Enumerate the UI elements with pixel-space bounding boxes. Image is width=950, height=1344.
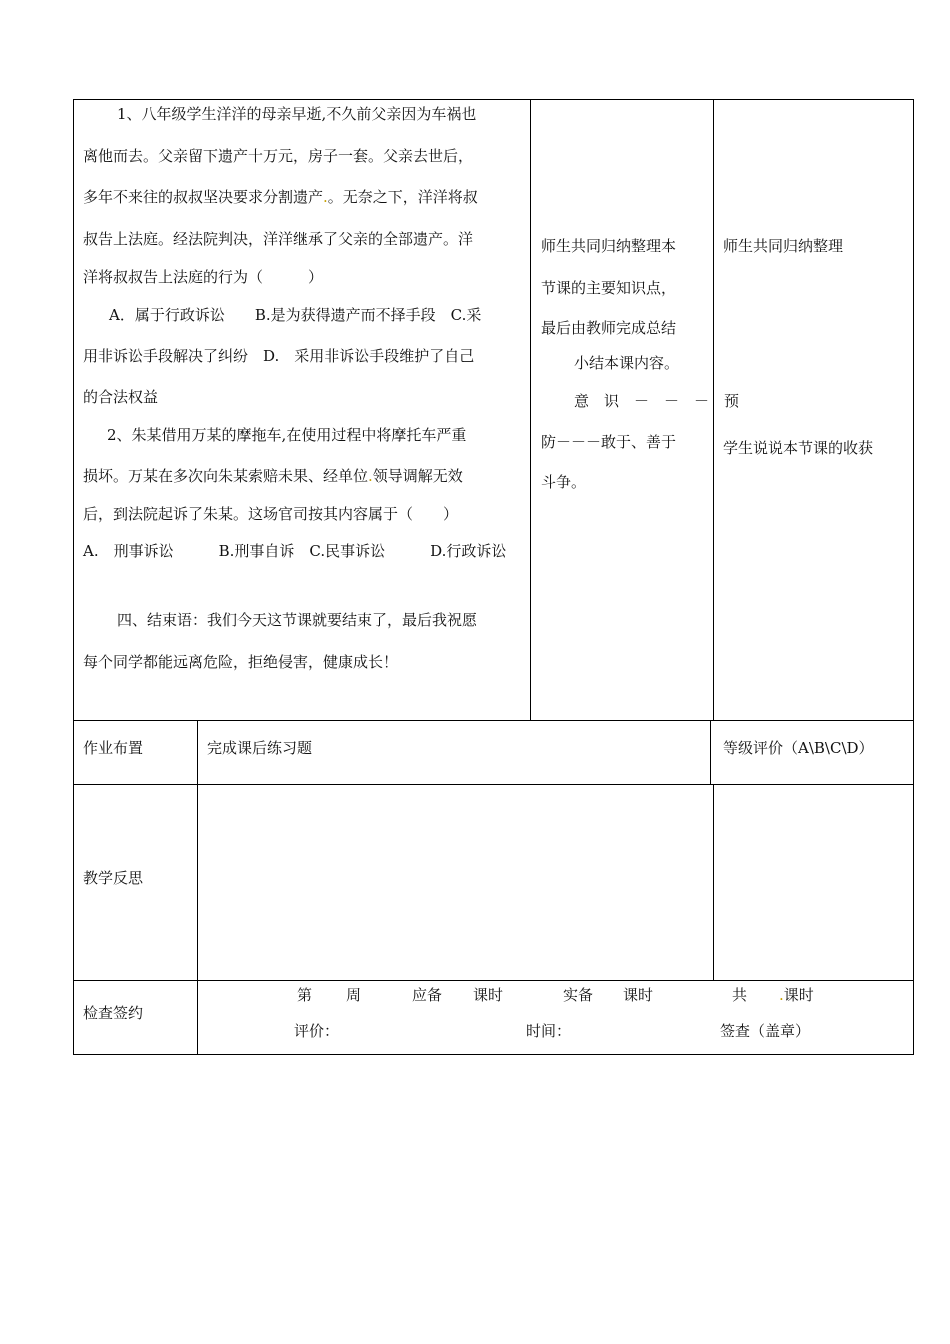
total-label: 共: [732, 986, 748, 1004]
table-border-bottom: [73, 1054, 914, 1055]
homework-label: 作业布置: [83, 739, 144, 757]
table-border-right: [913, 99, 914, 1055]
teacher-activity-line-2: 节课的主要知识点，: [541, 279, 677, 297]
teacher-activity-line-1: 师生共同归纳整理本: [541, 237, 677, 255]
actual-unit: 课时: [623, 986, 654, 1004]
mark-dot: .: [779, 986, 784, 1004]
q1-line-3: [83, 187, 478, 207]
time-label: 时间：: [526, 1022, 572, 1040]
col-divider-process: [530, 99, 531, 721]
row-divider-1: [73, 720, 914, 721]
closing-line-1: 四、结束语：我们今天这节课就要结束了，最后我祝愿: [117, 611, 478, 629]
mark-dot: .: [368, 467, 373, 485]
q1-line-2: 离他而去。父亲留下遗产十万元，房子一套。父亲去世后，: [83, 147, 474, 165]
teacher-activity-line-5: 意 识 － － － 预: [574, 392, 740, 410]
q1-line-3-b: 。无奈之下，洋洋将叔: [327, 188, 478, 206]
q1-line-1: 1、八年级学生洋洋的母亲早逝,不久前父亲因为车祸也: [117, 105, 477, 123]
total-unit: [779, 985, 814, 1005]
total-unit-text: 课时: [783, 986, 814, 1004]
q2-line-2-b: 领导调解无效: [372, 467, 463, 485]
q2-options: A. 刑事诉讼 B.刑事自诉 C.民事诉讼 D.行政诉讼: [83, 542, 507, 560]
planned-unit: 课时: [473, 986, 504, 1004]
q1-options-2: 用非诉讼手段解决了纠纷 D. 采用非诉讼手段维护了自己: [83, 347, 475, 365]
q1-options-1: A．属于行政诉讼 B.是为获得遗产而不择手段 C.采: [109, 306, 482, 324]
homework-grade: 等级评价（A\B\C\D）: [723, 739, 874, 757]
homework-content: 完成课后练习题: [207, 739, 313, 757]
week-prefix: 第: [297, 986, 313, 1004]
teacher-activity-line-6: 防－－－敢于、善于: [541, 433, 677, 451]
row-divider-3: [73, 980, 914, 981]
comment-label: 评价：: [294, 1022, 340, 1040]
q1-line-4: 叔告上法庭。经法院判决，洋洋继承了父亲的全部遗产。洋: [83, 230, 474, 248]
planned-label: 应备: [412, 986, 443, 1004]
week-suffix: 周: [346, 986, 362, 1004]
reflection-label: 教学反思: [83, 869, 144, 887]
teacher-activity-line-3: 最后由教师完成总结: [541, 319, 677, 337]
q2-line-3: 后，到法院起诉了朱某。这场官司按其内容属于（ ）: [83, 505, 459, 523]
col-divider-label: [197, 720, 198, 1055]
actual-label: 实备: [563, 986, 594, 1004]
q2-line-2-a: 损坏。万某在多次向朱某索赔未果、经单位: [83, 467, 369, 485]
row-divider-2: [73, 784, 914, 785]
q2-line-1: 2、朱某借用万某的摩拖车,在使用过程中将摩托车严重: [107, 426, 467, 444]
col-divider-grade-top: [710, 720, 711, 785]
sign-label: 签查（盖章）: [720, 1022, 811, 1040]
q1-options-3: 的合法权益: [83, 388, 159, 406]
table-border-top: [73, 99, 914, 100]
teacher-activity-line-7: 斗争。: [541, 473, 587, 491]
col-divider-grade: [713, 784, 714, 981]
mark-dot: .: [323, 188, 328, 206]
q1-line-5: 洋将叔叔告上法庭的行为（ ）: [83, 268, 324, 286]
q1-line-3-a: 多年不来往的叔叔坚决要求分割遗产: [83, 188, 324, 206]
teacher-activity-line-4: 小结本课内容。: [574, 354, 680, 372]
student-activity-line-2: 学生说说本节课的收获: [723, 439, 874, 457]
q2-line-2: [83, 466, 463, 486]
table-border-left: [73, 99, 74, 1055]
closing-line-2: 每个同学都能远离危险，拒绝侵害，健康成长！: [83, 653, 399, 671]
check-label: 检查签约: [83, 1004, 144, 1022]
student-activity-line-1: 师生共同归纳整理: [723, 237, 844, 255]
